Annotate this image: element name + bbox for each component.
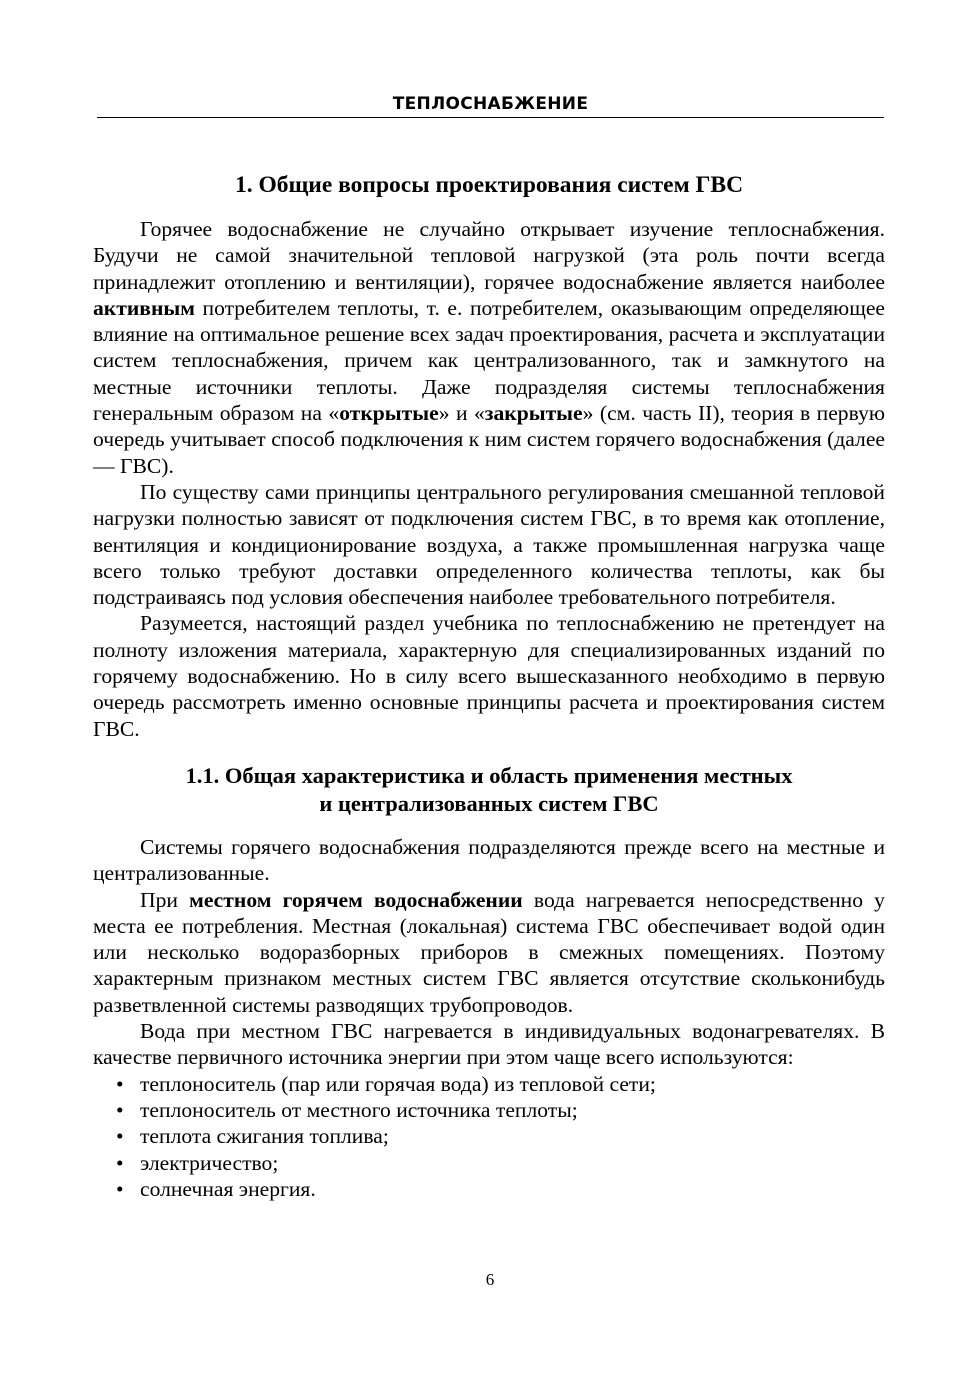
bold-term-local-hot-water: местном горячем водоснабжении [189, 887, 523, 912]
list-item-text: солнечная энергия. [140, 1176, 316, 1201]
list-item [116, 1150, 885, 1176]
bullet-icon: • [116, 1124, 124, 1149]
text-run: При [140, 887, 190, 912]
page-number: 6 [485, 1270, 495, 1289]
list-item [116, 1097, 885, 1123]
page-content [93, 170, 885, 1202]
bullet-icon: • [116, 1176, 124, 1201]
bullet-icon: • [116, 1097, 124, 1122]
section-paragraph-3: Разумеется, настоящий раздел учебника по теплоснабжению не претендует на полноту изложения материала, характерную для специализированных изданий по горячему водоснабжению. Но в силу всего вышесказанного необходимо в первую очередь рассмотреть именно основные принципы расчета и проектирования систем ГВС. [93, 611, 885, 741]
bullet-icon: • [116, 1071, 124, 1096]
bold-term-closed: закрытые [484, 401, 583, 426]
bold-term-open: открытые [339, 401, 439, 426]
text-run: » и « [438, 401, 485, 426]
list-item-text: теплота сжигания топлива; [140, 1124, 389, 1149]
section-paragraph-2: По существу сами принципы центрального регулирования смешанной тепловой нагрузки полностью зависят от подключения систем ГВС, в то время как отопление, вентиляция и кондиционирование воздуха, а также промышленная нагрузка чаще всего только требуют доставки определенного количества теплоты, как бы подстраиваясь под условия обеспечения наиболее требовательного потребителя. [93, 479, 885, 610]
list-item-text: теплоноситель (пар или горячая вода) из тепловой сети; [140, 1071, 656, 1096]
subsection-paragraph-2 [93, 887, 885, 1018]
subsection-title-line-1: 1.1. Общая характеристика и область применения местных [185, 762, 793, 788]
energy-source-list [93, 1071, 885, 1202]
text-run: вода нагревается непосредственно у места ее потребления. Местная (локальная) система ГВС обеспечивает водой один или несколько водоразборных приборов в смежных помещениях. Поэтому характерным признаком местных систем ГВС является отсутствие скольконибудь разветвленной системы разводящих трубопроводов. [93, 887, 885, 1017]
text-run: потребителем теплоты, т. е. потребителем, оказывающим определяющее влияние на оптимальное решение всех задач проектирования, расчета и эксплуатации систем теплоснабжения, причем как централизованного, так и замкнутого на местные источники теплоты. Даже подразделяя системы теплоснабжения генеральным образом на « [93, 295, 885, 426]
list-item [116, 1123, 885, 1149]
list-item-text: электричество; [140, 1150, 279, 1175]
subsection-title [93, 762, 885, 818]
bold-term-active: активным [93, 295, 195, 320]
running-header: ТЕПЛОСНАБЖЕНИЕ [97, 94, 884, 118]
list-item-text: теплоноситель от местного источника теплоты; [140, 1097, 578, 1122]
subsection-paragraph-3: Вода при местном ГВС нагревается в индивидуальных водонагревателях. В качестве первичного источника энергии при этом чаще всего используются: [93, 1019, 885, 1070]
section-paragraph-1 [93, 216, 885, 479]
text-run: Горячее водоснабжение не случайно открывает изучение теплоснабжения. Будучи не самой значительной тепловой нагрузкой (эта роль почти всегда принадлежит отоплению и вентиляции), горячее водоснабжение является наиболее [93, 217, 885, 294]
list-item [116, 1176, 885, 1202]
subsection-title-line-2: и централизованных систем ГВС [319, 790, 659, 816]
subsection-paragraph-1: Системы горячего водоснабжения подразделяются прежде всего на местные и централизованные. [93, 834, 885, 886]
list-item [116, 1071, 885, 1097]
bullet-icon: • [116, 1150, 124, 1175]
section-title: 1. Общие вопросы проектирования систем ГВС [234, 172, 744, 198]
text-run: » (см. часть II), теория в первую очередь учитывает способ подключения к ним систем горячего водоснабжения (далее — ГВС). [93, 401, 885, 478]
